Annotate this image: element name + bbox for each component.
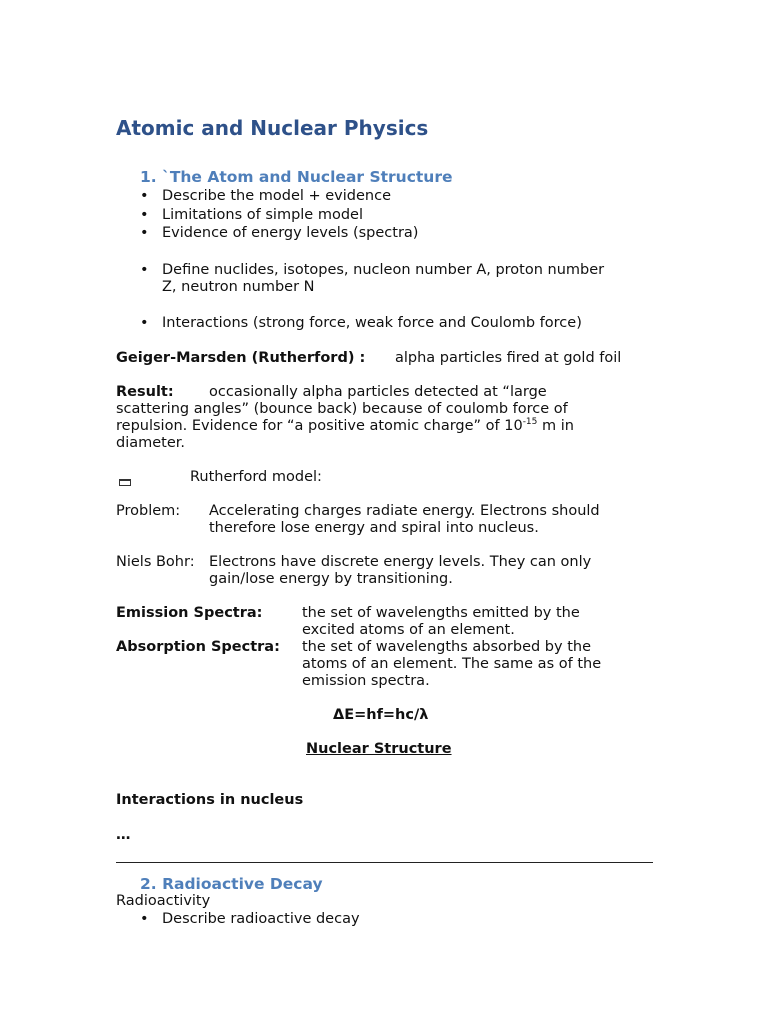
result-line-3-tail: m in (537, 418, 574, 434)
absorption-line-1: the set of wavelengths absorbed by the (302, 639, 591, 655)
section-2-bullet-list (116, 911, 656, 930)
bohr-line-2: gain/lose energy by transitioning. (209, 571, 453, 587)
list-item-interactions: • Interactions (strong force, weak force and Coulomb force) (116, 315, 656, 332)
geiger-marsden-label: Geiger-Marsden (Rutherford) : (116, 350, 366, 366)
section-2-heading: 2. Radioactive Decay (140, 875, 323, 893)
section-1-heading: 1. `The Atom and Nuclear Structure (140, 168, 453, 186)
result-line-2: scattering angles” (bounce back) because of coulomb force of (116, 401, 568, 417)
result-line-3 (116, 418, 574, 435)
list-item: • Limitations of simple model (116, 207, 656, 224)
horizontal-divider (116, 862, 653, 863)
list-item: • Evidence of energy levels (spectra) (116, 225, 656, 242)
nuclides-line-1: Define nuclides, isotopes, nucleon number A, proton number (162, 262, 605, 278)
image-placeholder-icon (119, 479, 131, 486)
rutherford-model-label: Rutherford model: (190, 469, 322, 485)
interactions-bullet-list (116, 315, 656, 334)
energy-equation: ΔE=hf=hc/λ (333, 707, 429, 723)
section-1-bullet-list (116, 188, 656, 244)
absorption-line-3: emission spectra. (302, 673, 430, 689)
result-line-1: occasionally alpha particles detected at “large (209, 384, 547, 400)
nuclear-structure-heading: Nuclear Structure (306, 741, 452, 757)
list-item-nuclides (116, 262, 656, 296)
document-title: Atomic and Nuclear Physics (116, 116, 429, 140)
absorption-spectra-label: Absorption Spectra: (116, 639, 280, 655)
list-item: • Describe radioactive decay (116, 911, 656, 928)
absorption-line-2: atoms of an element. The same as of the (302, 656, 602, 672)
bohr-label: Niels Bohr: (116, 554, 195, 570)
problem-line-2: therefore lose energy and spiral into nucleus. (209, 520, 539, 536)
geiger-marsden-text: alpha particles fired at gold foil (395, 350, 622, 366)
bohr-line-1: Electrons have discrete energy levels. They can only (209, 554, 592, 570)
result-line-4: diameter. (116, 435, 186, 451)
emission-spectra-label: Emission Spectra: (116, 605, 263, 621)
result-label: Result: (116, 384, 174, 400)
ellipsis: … (116, 827, 131, 843)
radioactivity-subheading: Radioactivity (116, 893, 211, 909)
interactions-in-nucleus-heading: Interactions in nucleus (116, 792, 304, 808)
emission-line-1: the set of wavelengths emitted by the (302, 605, 580, 621)
problem-line-1: Accelerating charges radiate energy. Electrons should (209, 503, 600, 519)
emission-line-2: excited atoms of an element. (302, 622, 515, 638)
problem-label: Problem: (116, 503, 181, 519)
list-item: • Describe the model + evidence (116, 188, 656, 205)
exponent: -15 (522, 417, 538, 427)
nuclides-bullet-list (116, 262, 656, 298)
nuclides-line-2: Z, neutron number N (162, 279, 315, 295)
result-line-3-text: repulsion. Evidence for “a positive atomic charge” of 10 (116, 418, 523, 434)
